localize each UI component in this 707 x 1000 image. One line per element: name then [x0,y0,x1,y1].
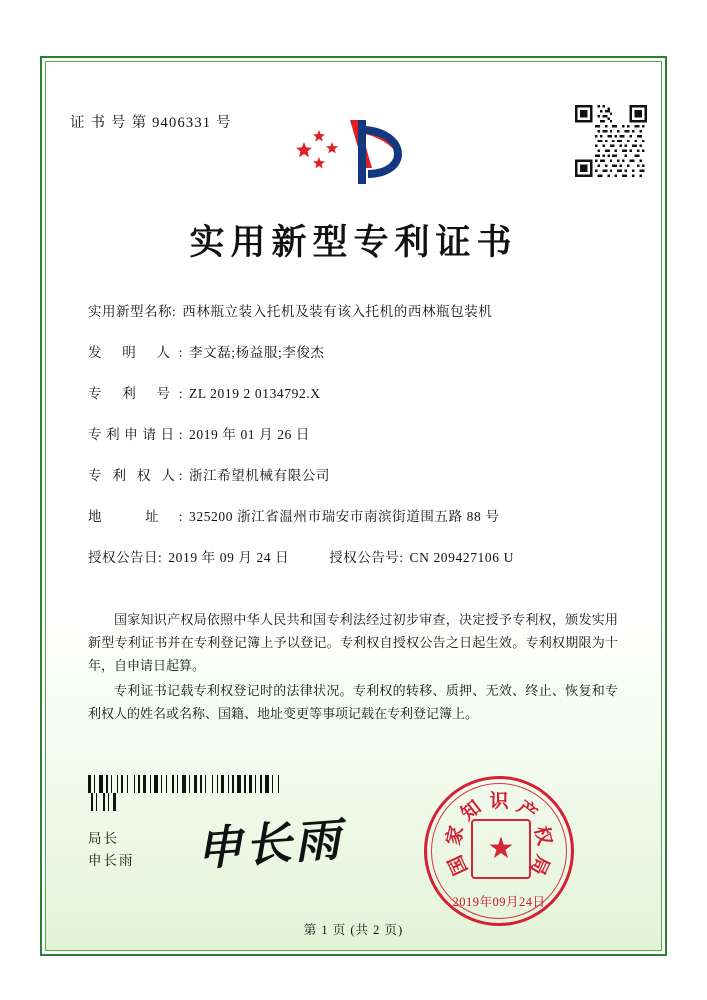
page-footer: 第 1 页 (共 2 页) [303,923,404,937]
field-label: 专 利 号: [88,386,183,401]
grant-date-label: 授权公告日: [88,550,163,565]
field-row-patent-number [88,382,628,402]
field-label: 发 明 人: [88,345,183,360]
field-row-address [88,505,628,525]
field-value: 2019 年 01 月 26 日 [189,427,310,442]
official-seal-icon: ★ 2019年09月24日 国 家 知 识 产 权 局 [424,776,574,926]
page-title: 实用新型专利证书 [189,222,518,263]
grant-number-label: 授权公告号: [329,550,404,565]
field-row-patentee [88,464,628,484]
grant-date-value: 2019 年 09 月 24 日 [168,550,290,565]
director-name-label: 申长雨 [88,853,135,868]
field-value: 李文磊;杨益服;李俊杰 [189,345,325,360]
director-title-label: 局长 [88,831,119,846]
seal-date: 2019年09月24日 [452,895,546,909]
field-row-application-date [88,423,628,443]
signature-labels [88,828,135,872]
field-value: 浙江希望机械有限公司 [189,468,330,483]
cnipa-emblem-icon [292,112,412,194]
field-value: ZL 2019 2 0134792.X [189,386,321,401]
field-label: 专 利 权 人: [88,468,183,483]
certificate-number: 证 书 号 第 9406331 号 [70,115,232,131]
fields-block [88,300,628,587]
field-row-invention-name [88,300,628,320]
field-label: 专利申请日: [88,427,183,442]
field-label: 地 址: [88,509,183,524]
seal-emblem: ★ [471,819,531,879]
paragraph-2: 专利证书记载专利权登记时的法律状况。专利权的转移、质押、无效、终止、恢复和专利权人的姓名或名称、国籍、地址变更等事项记载在专利登记簿上。 [88,683,618,721]
grant-number-value: CN 209427106 U [409,550,514,565]
field-value: 西林瓶立装入托机及装有该入托机的西林瓶包装机 [182,304,493,319]
qr-code-icon [575,105,647,177]
paragraph-1: 国家知识产权局依照中华人民共和国专利法经过初步审查，决定授予专利权，颁发实用新型专利证书并在专利登记簿上予以登记。专利权自授权公告之日起生效。专利权期限为十年，自申请日起算。 [88,612,618,673]
field-row-grant-announcement [88,546,628,566]
legal-text-block [88,608,618,727]
field-value: 325200 浙江省温州市瑞安市南滨街道围五路 88 号 [189,509,500,524]
handwritten-signature: 申长雨 [194,811,345,877]
barcode-icon [88,775,280,793]
field-label: 实用新型名称: [88,304,177,319]
field-row-inventor [88,341,628,361]
